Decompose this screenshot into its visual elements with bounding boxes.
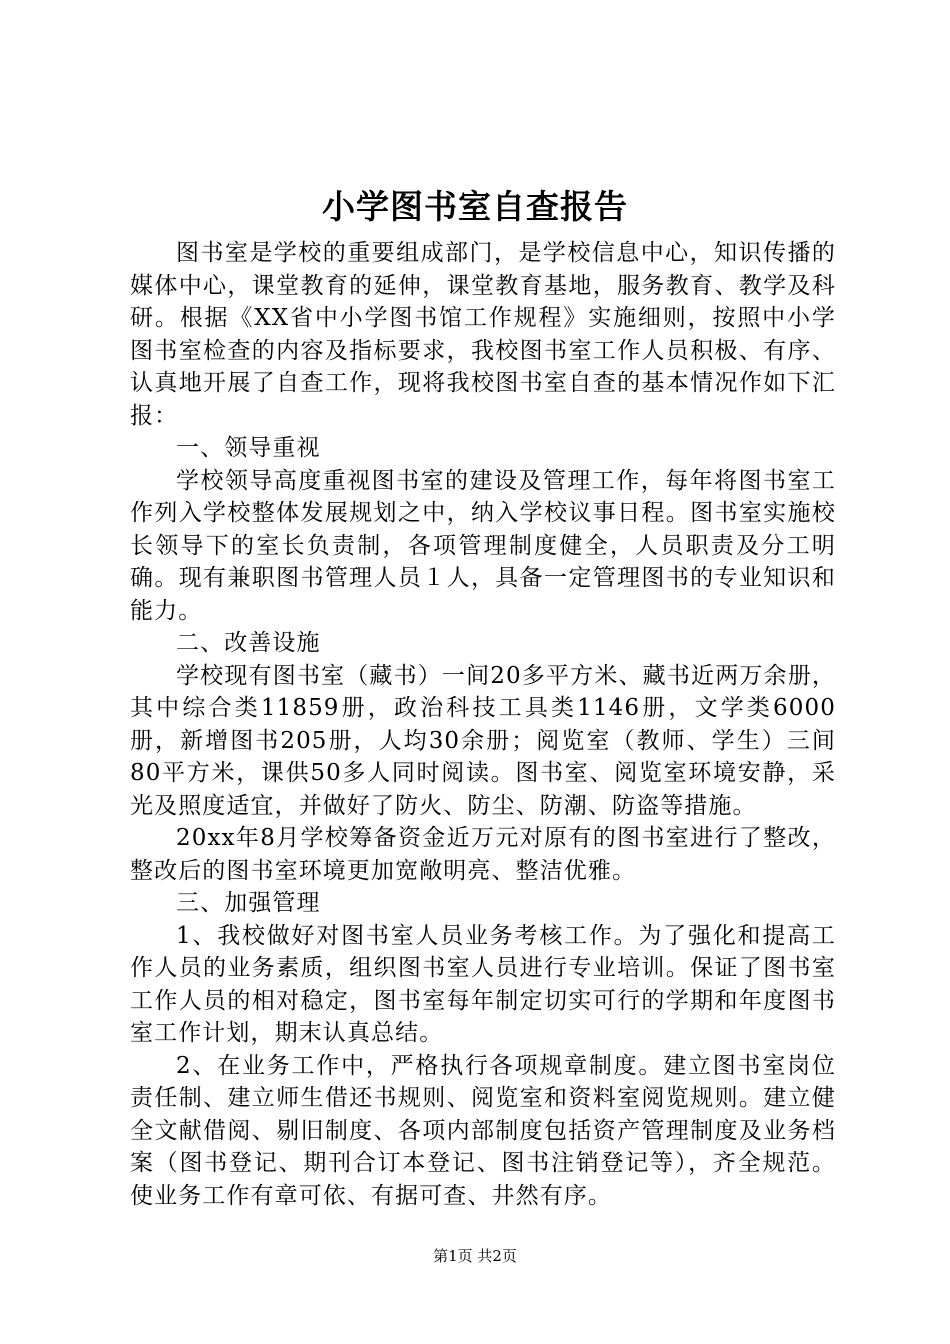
- management-item-2: 2、在业务工作中，严格执行各项规章制度。建立图书室岗位责任制、建立师生借还书规则、阅览室和资料室阅览规则。建立健全文献借阅、剔旧制度、各项内部制度包括资产管理制度及业务档案（图书登记、期刊合订本登记、图书注销登记等），齐全规范。使业务工作有章可依、有据可查、井然有序。: [130, 1052, 836, 1209]
- intro-paragraph: 图书室是学校的重要组成部门，是学校信息中心，知识传播的媒体中心，课堂教育的延伸，课堂教育基地，服务教育、教学及科研。根据《XX省中小学图书馆工作规程》实施细则，按照中小学图书室检查的内容及指标要求，我校图书室工作人员积极、有序、认真地开展了自查工作，现将我校图书室自查的基本情况作如下汇报：: [130, 240, 836, 429]
- section-heading-leadership: 一、领导重视: [176, 435, 321, 461]
- renovation-paragraph: 20xx年8月学校筹备资金近万元对原有的图书室进行了整改，整改后的图书室环境更加宽敞明亮、整洁优雅。: [130, 825, 836, 884]
- management-item-1: 1、我校做好对图书室人员业务考核工作。为了强化和提高工作人员的业务素质，组织图书室人员进行专业培训。保证了图书室工作人员的相对稳定，图书室每年制定切实可行的学期和年度图书室工作计划，期末认真总结。: [130, 922, 836, 1046]
- leadership-paragraph: 学校领导高度重视图书室的建设及管理工作，每年将图书室工作列入学校整体发展规划之中，纳入学校议事日程。图书室实施校长领导下的室长负责制，各项管理制度健全，人员职责及分工明确。现有兼职图书管理人员１人，具备一定管理图书的专业知识和能力。: [130, 467, 836, 624]
- facilities-paragraph: 学校现有图书室（藏书）一间20多平方米、藏书近两万余册，其中综合类11859册，政治科技工具类1146册，文学类6000册，新增图书205册，人均30余册；阅览室（教师、学生）三间80平方米，课供50多人同时阅读。图书室、阅览室环境安静，采光及照度适宜，并做好了防火、防尘、防潮、防盗等措施。: [130, 662, 836, 819]
- document-body: [130, 237, 836, 1212]
- document-title: 小学图书室自查报告: [322, 187, 628, 226]
- section-heading-facilities: 二、改善设施: [176, 630, 321, 656]
- page-number-footer: 第1页 共2页: [433, 1247, 517, 1265]
- section-heading-management: 三、加强管理: [176, 890, 321, 916]
